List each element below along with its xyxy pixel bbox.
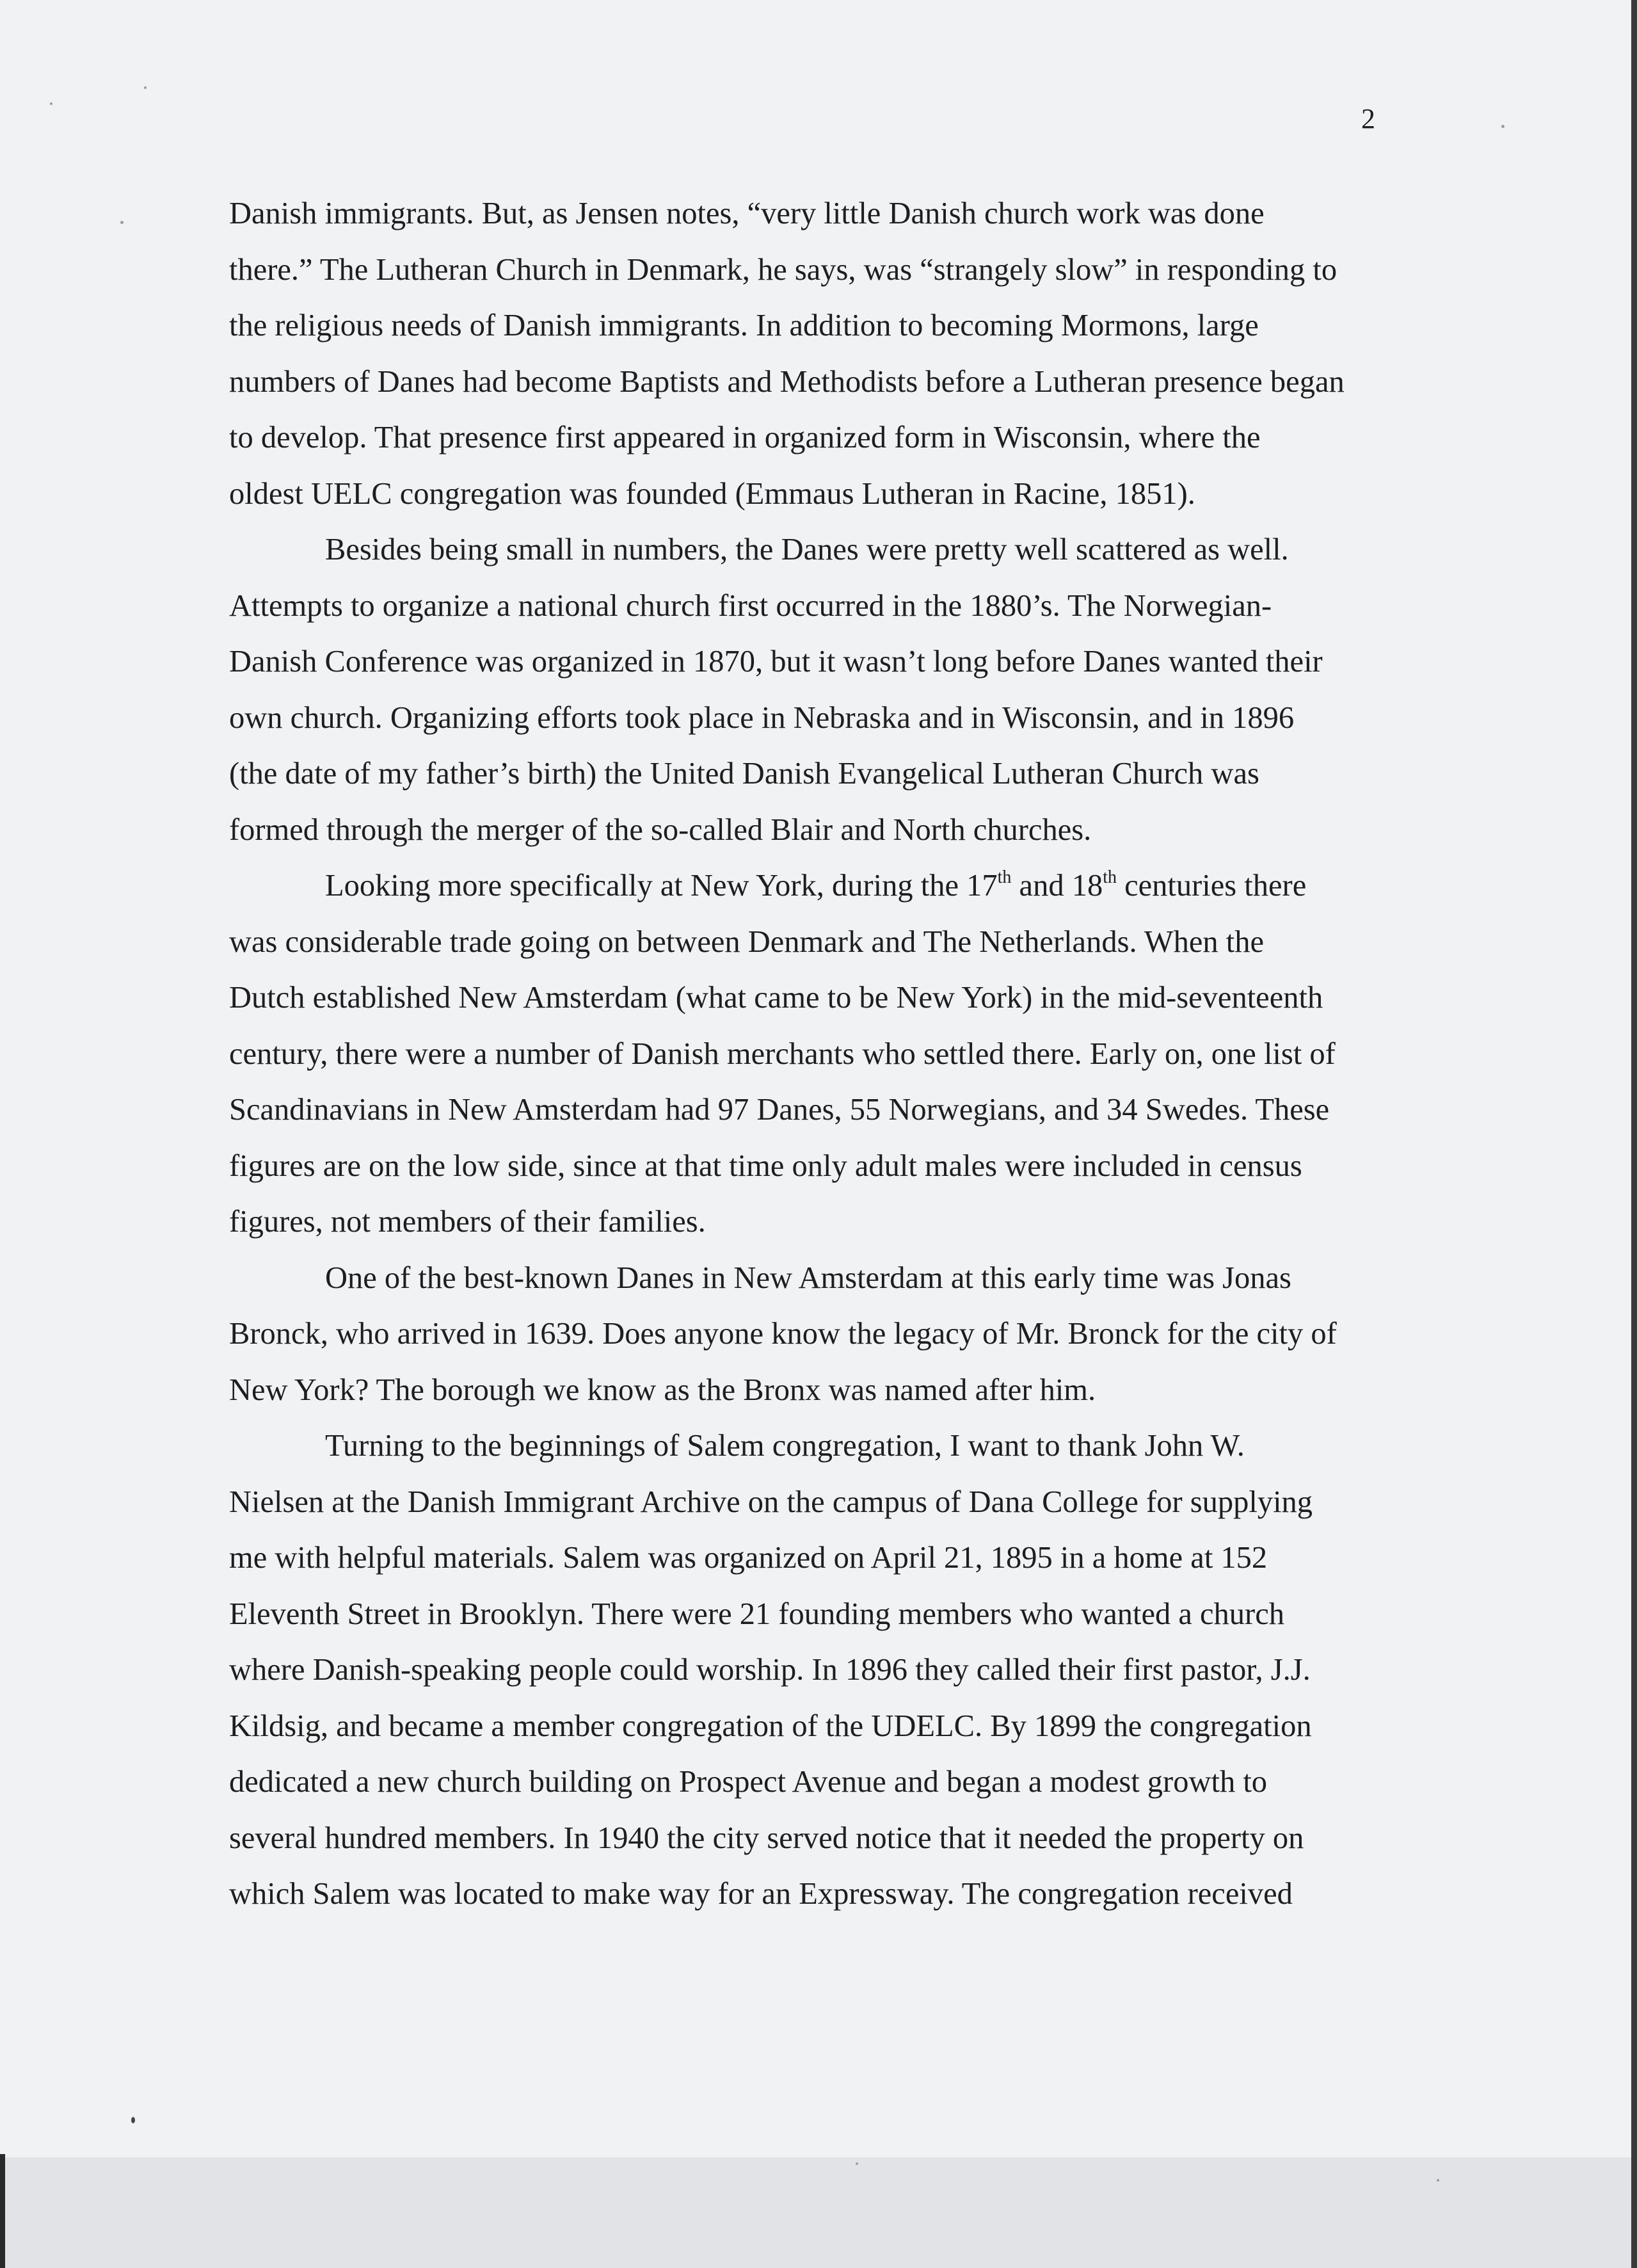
text-line-with-superscripts: [229, 858, 1381, 914]
text-line: New York? The borough we know as the Bronx was named after him.: [229, 1372, 1096, 1407]
text-line: figures, not members of their families.: [229, 1205, 706, 1239]
text-line: Nielsen at the Danish Immigrant Archive on the campus of Dana College for supplying: [229, 1484, 1313, 1519]
text-line: Scandinavians in New Amsterdam had 97 Danes, 55 Norwegians, and 34 Swedes. These: [229, 1093, 1330, 1127]
paragraph-5: [229, 1418, 1381, 1922]
scan-background: [0, 2157, 1637, 2268]
text-line: me with helpful materials. Salem was organized on April 21, 1895 in a home at 152: [229, 1541, 1268, 1575]
paragraph-2: [229, 522, 1381, 858]
page-number: 2: [1361, 103, 1375, 134]
document-body: [229, 186, 1381, 1922]
text-line: numbers of Danes had become Baptists and Methodists before a Lutheran presence began: [229, 364, 1345, 399]
text-line: dedicated a new church building on Prospect Avenue and began a modest growth to: [229, 1765, 1268, 1799]
text-line: there.” The Lutheran Church in Denmark, he says, was “strangely slow” in responding to: [229, 252, 1338, 287]
scan-right-edge: [1631, 0, 1637, 2268]
text-line: Danish Conference was organized in 1870, but it wasn’t long before Danes wanted their: [229, 645, 1323, 679]
superscript: th: [1103, 867, 1117, 887]
scan-speck: [131, 2117, 135, 2123]
text-line: formed through the merger of the so-called Blair and North churches.: [229, 812, 1092, 847]
text-line: Eleventh Street in Brooklyn. There were 21 founding members who wanted a church: [229, 1596, 1284, 1631]
scan-speck: [856, 2162, 858, 2165]
text-run: centuries there: [1116, 869, 1307, 903]
text-run: Looking more specifically at New York, during the 17: [325, 869, 998, 903]
text-line: where Danish-speaking people could worship. In 1896 they called their first pastor, J.J.: [229, 1653, 1311, 1687]
scan-left-edge: [0, 2154, 5, 2268]
scan-speck: [1437, 2179, 1439, 2182]
text-line: One of the best-known Danes in New Amsterdam at this early time was Jonas: [325, 1260, 1291, 1295]
text-line: Besides being small in numbers, the Danes were pretty well scattered as well.: [325, 533, 1289, 567]
text-line: was considerable trade going on between Denmark and The Netherlands. When the: [229, 924, 1265, 959]
scan-speck: [120, 221, 124, 224]
text-line: Kildsig, and became a member congregation of the UDELC. By 1899 the congregation: [229, 1709, 1312, 1743]
text-line: Dutch established New Amsterdam (what came to be New York) in the mid-seventeenth: [229, 981, 1323, 1015]
text-line: oldest UELC congregation was founded (Emmaus Lutheran in Racine, 1851).: [229, 476, 1195, 511]
paragraph-3: [229, 858, 1381, 1250]
text-line: figures are on the low side, since at that time only adult males were included in census: [229, 1148, 1302, 1183]
superscript: th: [997, 867, 1012, 887]
text-line: the religious needs of Danish immigrants. In addition to becoming Mormons, large: [229, 309, 1259, 342]
text-line: which Salem was located to make way for an Expressway. The congregation received: [229, 1877, 1293, 1911]
paragraph-1: [229, 186, 1381, 522]
text-line: Attempts to organize a national church first occurred in the 1880’s. The Norwegian-: [229, 588, 1272, 623]
text-line: Bronck, who arrived in 1639. Does anyone know the legacy of Mr. Bronck for the city of: [229, 1317, 1337, 1351]
text-line: to develop. That presence first appeared in organized form in Wisconsin, where the: [229, 421, 1261, 454]
scan-speck: [144, 86, 147, 89]
scan-speck: [50, 102, 52, 105]
text-line: several hundred members. In 1940 the city served notice that it needed the property on: [229, 1821, 1304, 1855]
scan-speck: [1501, 125, 1505, 128]
text-line: century, there were a number of Danish merchants who settled there. Early on, one list of: [229, 1036, 1336, 1071]
text-line: own church. Organizing efforts took place in Nebraska and in Wisconsin, and in 1896: [229, 700, 1295, 735]
text-line: Danish immigrants. But, as Jensen notes, “very little Danish church work was done: [229, 197, 1265, 230]
text-run: and 18: [1011, 869, 1103, 903]
text-line: Turning to the beginnings of Salem congregation, I want to thank John W.: [325, 1429, 1245, 1463]
text-line: (the date of my father’s birth) the United Danish Evangelical Lutheran Church was: [229, 757, 1259, 791]
paragraph-4: [229, 1250, 1381, 1419]
